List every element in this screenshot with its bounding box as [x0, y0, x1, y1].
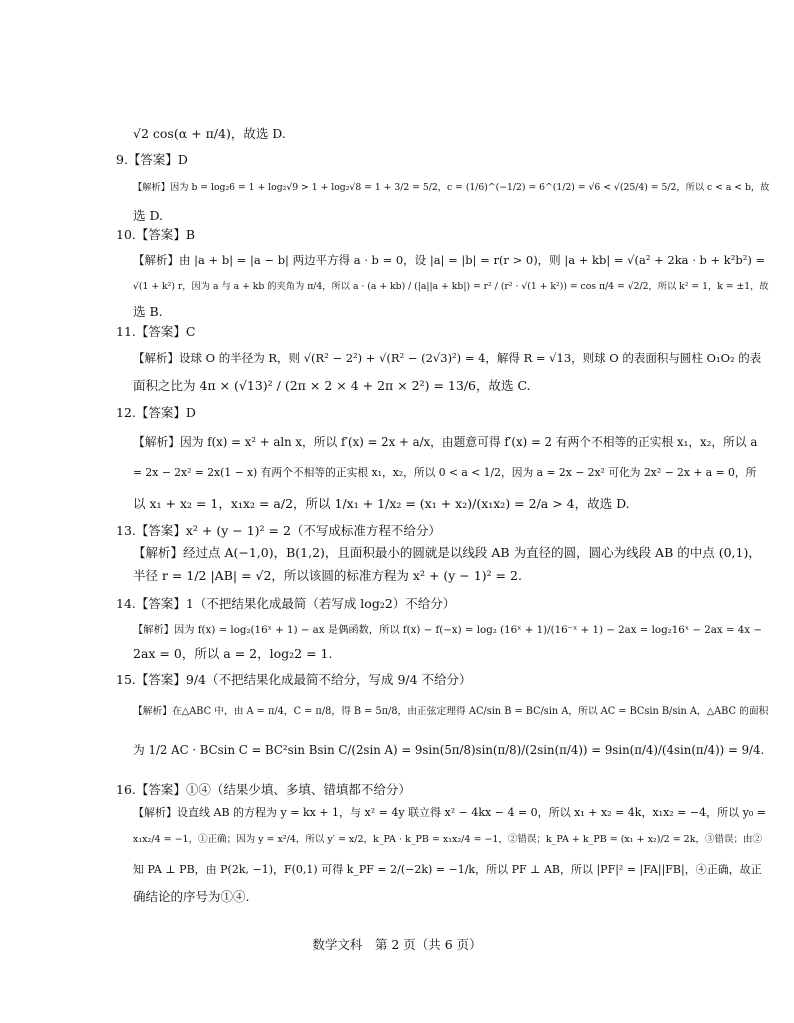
answer-heading: 13.【答案】x² + (y − 1)² = 2（不写成标准方程不给分） [116, 523, 441, 538]
text-line: 半径 r = 1/2 |AB| = √2，所以该圆的标准方程为 x² + (y − 1)² = 2. [133, 568, 522, 583]
text-line: 【解析】经过点 A(−1,0)，B(1,2)，且面积最小的圆就是以线段 AB 为直径的圆，圆心为线段 AB 的中点 (0,1)， [133, 545, 761, 560]
text-line: 2ax = 0，所以 a = 2，log₂2 = 1. [133, 646, 333, 661]
text-line: 【解析】在△ABC 中，由 A = π/4，C = π/8，得 B = 5π/8，由正弦定理得 AC/sin B = BC/sin A，所以 AC = BCsin B/sin A，△ABC 的面积 [133, 706, 769, 717]
text-line: 【解析】因为 f(x) = log₂(16ˣ + 1) − ax 是偶函数，所以 f(x) − f(−x) = log₂ (16ˣ + 1)/(16⁻ˣ + 1) − 2ax = log₂16ˣ − 2ax = 4x − [133, 624, 762, 636]
text-line: 以 x₁ + x₂ = 1，x₁x₂ = a/2，所以 1/x₁ + 1/x₂ = (x₁ + x₂)/(x₁x₂) = 2/a > 4，故选 D. [133, 496, 630, 511]
answer-heading: 11.【答案】C [116, 324, 196, 339]
text-line: 面积之比为 4π × (√13)² / (2π × 2 × 4 + 2π × 2²) = 13/6，故选 C. [133, 378, 531, 393]
text-line: 【解析】由 |a + b| = |a − b| 两边平方得 a · b = 0，设 |a| = |b| = r(r > 0)，则 |a + kb| = √(a² + 2ka · b + k²b²) = [133, 253, 766, 267]
text-line: 选 D. [133, 208, 164, 223]
text-line: 【解析】因为 f(x) = x² + aln x，所以 f′(x) = 2x + a/x，由题意可得 f′(x) = 2 有两个不相等的正实根 x₁，x₂，所以 a [133, 435, 758, 449]
answer-heading: 9.【答案】D [116, 152, 188, 167]
page-footer: 数学文科 第 2 页（共 6 页） [312, 937, 482, 952]
answer-heading: 16.【答案】①④（结果少填、多填、错填都不给分） [116, 782, 411, 797]
text-line: 选 B. [133, 304, 163, 319]
answer-heading: 12.【答案】D [116, 405, 196, 420]
text-line: 为 1/2 AC · BCsin C = BC²sin Bsin C/(2sin A) = 9sin(5π/8)sin(π/8)/(2sin(π/4)) = 9sin(π/4)/(4sin(π/4)) = 9/4. [133, 743, 765, 757]
text-line: 确结论的序号为①④. [133, 889, 250, 904]
text-line: 【解析】因为 b = log₂6 = 1 + log₂√9 > 1 + log₂√8 = 1 + 3/2 = 5/2，c = (1/6)^(−1/2) = 6^(1/2) = √6 < √(25/4) = 5/2，所以 c < a < b，故 [133, 182, 770, 193]
text-line: √(1 + k²) r，因为 a 与 a + kb 的夹角为 π/4，所以 a · (a + kb) / (|a||a + kb|) = r² / (r² · √(1 + k²)) = cos π/4 = √2/2，所以 k² = 1，k = ±1，故 [133, 281, 769, 292]
text-line: 知 PA ⊥ PB，由 P(2k, −1)，F(0,1) 可得 k_PF = 2/(−2k) = −1/k，所以 PF ⊥ AB，所以 |PF|² = |FA||FB|，④正确，故正 [133, 863, 762, 876]
answer-heading: 10.【答案】B [116, 227, 196, 242]
text-line: = 2x − 2x² = 2x(1 − x) 有两个不相等的正实根 x₁，x₂，所以 0 < a < 1/2，因为 a = 2x − 2x² 可化为 2x² − 2x + a = 0，所 [133, 466, 757, 479]
text-line: 【解析】设球 O 的半径为 R，则 √(R² − 2²) + √(R² − (2√3)²) = 4，解得 R = √13，则球 O 的表面积与圆柱 O₁O₂ 的表 [133, 351, 762, 365]
text-line: 【解析】设直线 AB 的方程为 y = kx + 1，与 x² = 4y 联立得 x² − 4kx − 4 = 0，所以 x₁ + x₂ = 4k，x₁x₂ = −4，所以 y₀ = [133, 806, 766, 819]
text-line: √2 cos(α + π/4)，故选 D. [133, 126, 286, 141]
text-line: x₁x₂/4 = −1，①正确；因为 y = x²/4，所以 y′ = x/2，k_PA · k_PB = x₁x₂/4 = −1，②错误；k_PA + k_PB = (x₁ + x₂)/2 = 2k，③错误；由② [133, 834, 762, 845]
answer-heading: 14.【答案】1（不把结果化成最简（若写成 log₂2）不给分） [116, 596, 456, 611]
answer-heading: 15.【答案】9/4（不把结果化成最简不给分，写成 9/4 不给分） [116, 672, 472, 687]
